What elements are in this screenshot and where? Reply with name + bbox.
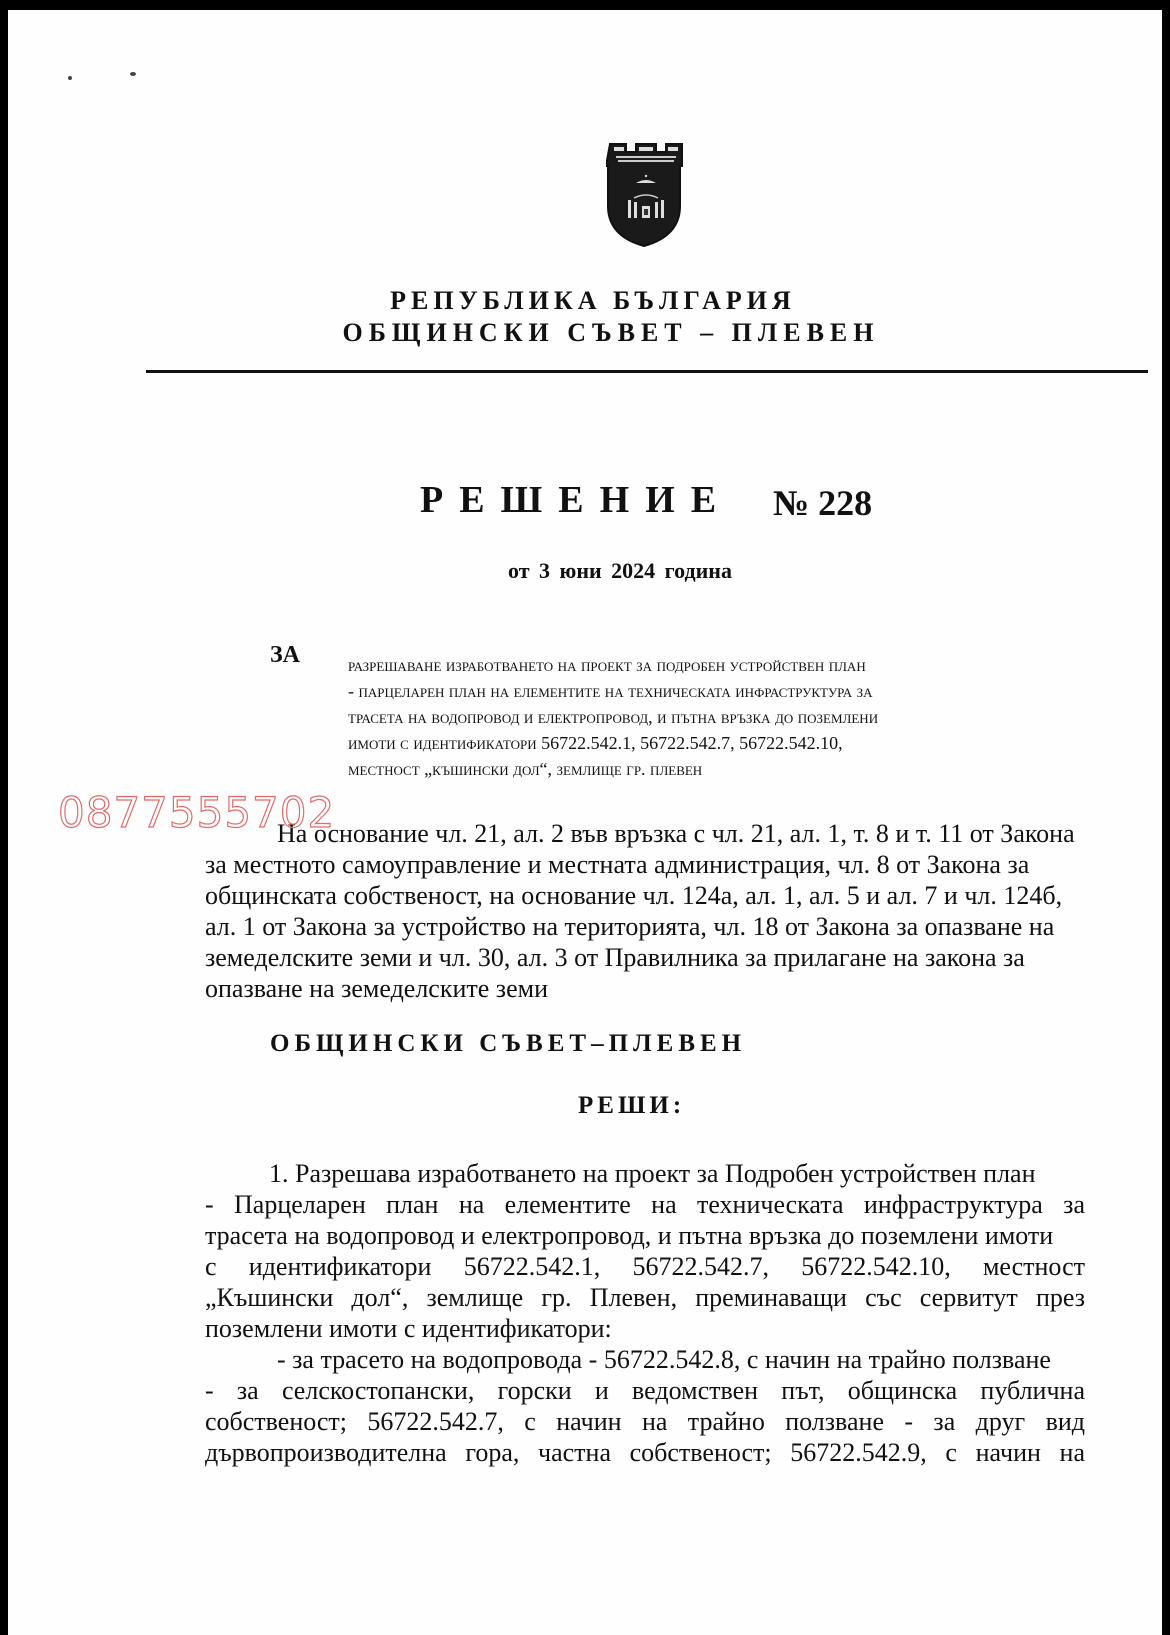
basis-line: за местното самоуправление и местната администрация, чл. 8 от Закона за	[205, 850, 1030, 879]
item-line: собственост; 56722.542.7, с начин на трайно ползване - за друг вид	[205, 1407, 1085, 1436]
basis-line: ал. 1 от Закона за устройство на територията, чл. 18 от Закона за опазване на	[205, 912, 1055, 941]
document-page	[8, 10, 1162, 1635]
legal-basis-paragraph	[205, 818, 1085, 1004]
decision-date: от 3 юни 2024 година	[508, 558, 732, 583]
item-line: трасета на водопровод и електропровод, и пътна връзка до поземлени имоти	[205, 1221, 1054, 1250]
basis-line: общинската собственост, на основание чл. 124а, ал. 1, ал. 5 и ал. 7 и чл. 124б,	[205, 881, 1063, 910]
item-line: - Парцеларен план на елементите на техническата инфраструктура за	[205, 1190, 1085, 1219]
item-line: - за селскостопански, горски и ведомствен път, общинска публична	[205, 1376, 1085, 1405]
item-line: - за трасето на водопровода - 56722.542.8, с начин на трайно ползване	[277, 1345, 1051, 1374]
subject-line: местност „къшински дол“, землище гр. плевен	[348, 759, 703, 779]
subject-line: разрешаване изработването на проект за подробен устройствен план	[348, 655, 866, 675]
subject-line: имоти с идентификатори 56722.542.1, 56722.542.7, 56722.542.10,	[348, 733, 843, 753]
council-heading: ОБЩИНСКИ СЪВЕТ–ПЛЕВЕН	[270, 1030, 747, 1057]
subject-line: трасета на водопровод и електропровод, и пътна връзка до поземлени	[348, 707, 879, 727]
decision-title: РЕШЕНИЕ	[420, 479, 733, 521]
header-council: ОБЩИНСКИ СЪВЕТ – ПЛЕВЕН	[342, 318, 880, 347]
item-line: дървопроизводителна гора, частна собственост; 56722.542.9, с начин на	[205, 1438, 1085, 1467]
item-line: 1. Разрешава изработването на проект за Подробен устройствен план	[269, 1159, 1036, 1188]
decision-number: № 228	[773, 483, 873, 523]
subject-label: ЗА	[270, 642, 300, 668]
subject-line: - парцеларен план на елементите на техническата инфраструктура за	[348, 681, 873, 701]
basis-line: опазване на земеделските земи	[205, 974, 548, 1003]
resolves-heading: РЕШИ:	[578, 1092, 686, 1119]
item-line: „Къшински дол“, землище гр. Плевен, преминаващи със сервитут през	[205, 1283, 1085, 1312]
header-divider	[146, 370, 1148, 373]
subject-text	[348, 652, 1078, 782]
scan-speck	[130, 72, 136, 76]
item-line: поземлени имоти с идентификатори:	[205, 1314, 612, 1343]
item-line: с идентификатори 56722.542.1, 56722.542.7, 56722.542.10, местност	[205, 1252, 1085, 1281]
basis-line: На основание чл. 21, ал. 2 във връзка с чл. 21, ал. 1, т. 8 и т. 11 от Закона	[277, 819, 1075, 848]
basis-line: земеделските земи и чл. 30, ал. 3 от Правилника за прилагане на закона за	[205, 943, 1025, 972]
resolution-item-1	[205, 1158, 1085, 1468]
coat-of-arms-icon	[606, 138, 686, 248]
header-country: РЕПУБЛИКА БЪЛГАРИЯ	[390, 286, 796, 315]
phone-watermark: 0877555702	[58, 788, 336, 837]
scan-speck	[68, 76, 72, 80]
